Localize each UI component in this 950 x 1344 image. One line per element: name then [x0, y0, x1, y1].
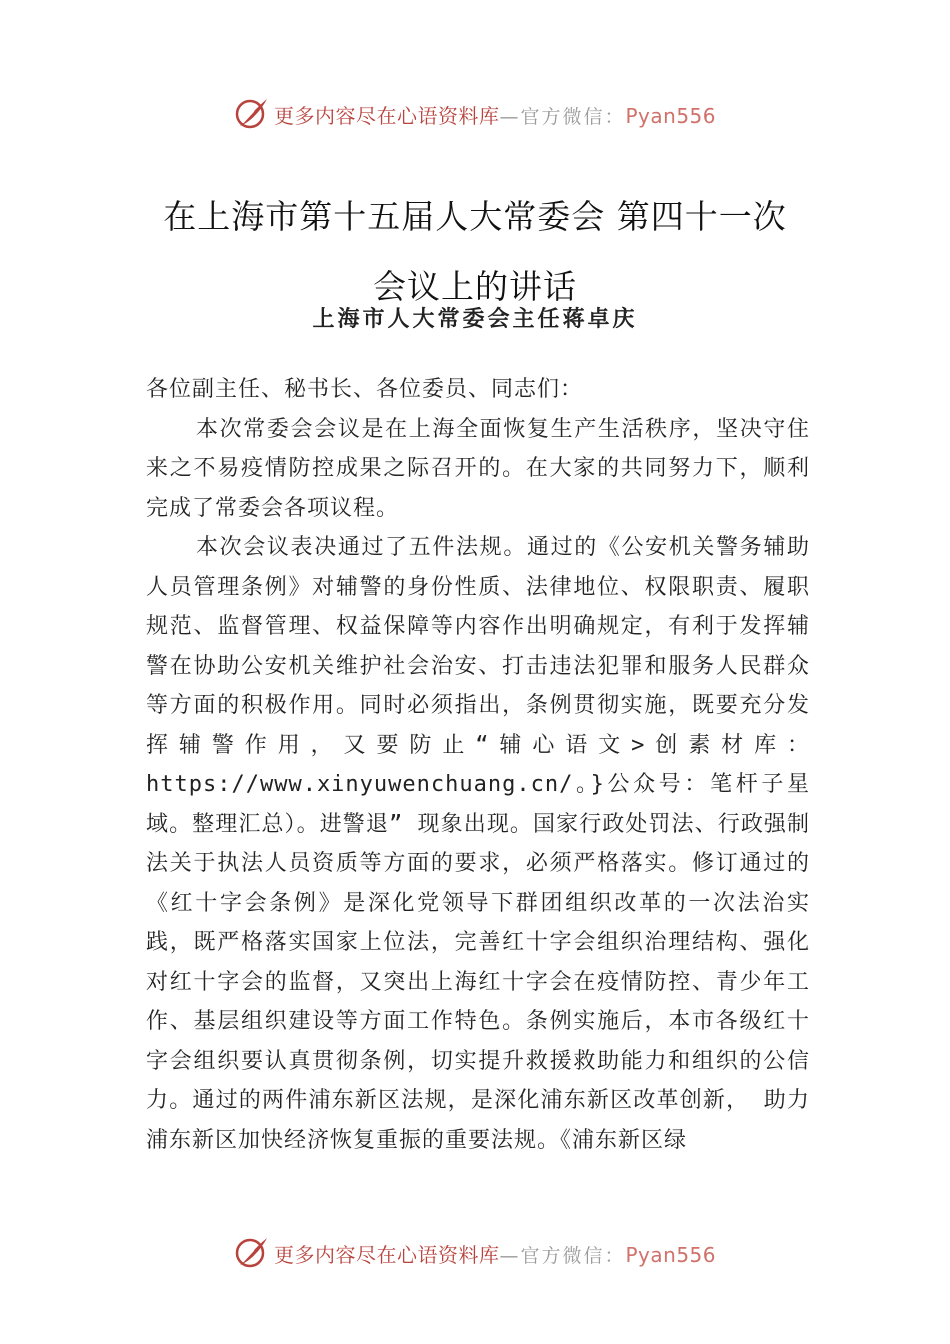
paragraph-1: 本次常委会会议是在上海全面恢复生产生活秩序，坚决守住来之不易疫情防控成果之际召开的。在大家的共同努力下，顺利完成了常委会各项议程。 — [146, 416, 810, 521]
paragraph-2: 本次会议表决通过了五件法规。通过的《公安机关警务辅助人员管理条例》对辅警的身份性质、法律地位、权限职责、履职规范、监督管理、权益保障等内容作出明确规定，有利于发挥辅警在协助公安机关维护社会治安、打击违法犯罪和服务人民群众等方面的积极作用。同时必须指出，条例贯彻实施，既要充分发挥辅警作用，又要防止“辅心语文>创素材库：https://www.xinyuwenchuang.cn/。}公众号：笔杆子星域。整理汇总）。进警退” 现象出现。国家行政处罚法、行政强制法关于执法人员资质等方面的要求，必须严格落实。修订通过的《红十字会条例》是深化党领导下群团组织改革的一次法治实践，既严格落实国家上位法，完善红十字会组织治理结构、强化对红十字会的监督，又突出上海红十字会在疫情防控、青少年工作、基层组织建设等方面工作特色。条例实施后，本市各级红十字会组织要认真贯彻条例，切实提升救援救助能力和组织的公信力。通过的两件浦东新区法规，是深化浦东新区改革创新， 助力浦东新区加快经济恢复重振的重要法规。《浦东新区绿 — [146, 535, 810, 1153]
watermark-banner-top — [0, 94, 950, 134]
watermark-wechat-id: Pyan556 — [625, 103, 717, 128]
page-title — [100, 182, 850, 322]
title-line-2: 会议上的讲话 — [373, 267, 577, 306]
quill-logo-icon — [234, 1235, 270, 1271]
watermark-library-name: 更多内容尽在心语资料库 — [273, 103, 500, 128]
watermark-banner-bottom — [0, 1233, 950, 1273]
watermark-wechat-label: —官方微信： — [499, 105, 626, 128]
watermark-text — [274, 1239, 716, 1268]
watermark-text — [274, 100, 716, 129]
greeting-line: 各位副主任、秘书长、各位委员、同志们： — [146, 377, 584, 402]
speaker-subtitle: 上海市人大常委会主任蒋卓庆 — [312, 307, 638, 332]
title-line-1: 在上海市第十五届人大常委会 第四十一次 — [163, 197, 787, 236]
watermark-wechat-label: —官方微信： — [499, 1244, 626, 1267]
quill-logo-icon — [234, 96, 270, 132]
watermark-wechat-id: Pyan556 — [625, 1242, 717, 1267]
speech-body — [146, 370, 810, 1160]
watermark-library-name: 更多内容尽在心语资料库 — [273, 1242, 500, 1267]
